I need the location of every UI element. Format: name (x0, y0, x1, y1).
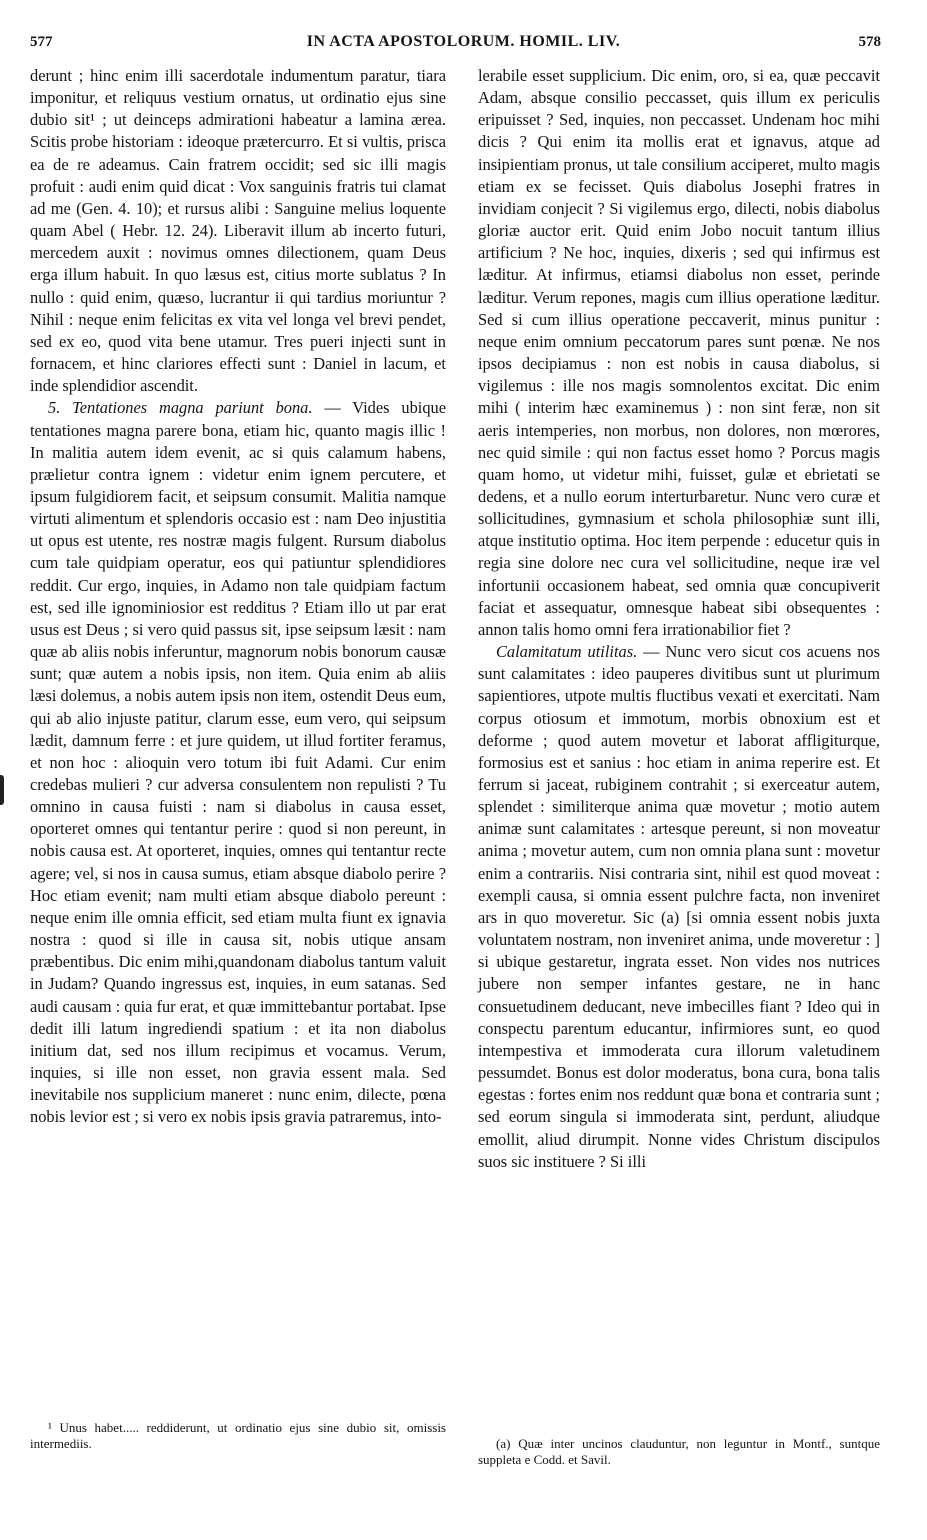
right-column (478, 65, 880, 1173)
running-title: IN ACTA APOSTOLORUM. HOMIL. LIV. (306, 33, 621, 50)
footnote-right: (a) Quæ inter uncinos clauduntur, non leguntur in Montf., suntque suppleta e Codd. et Savil. (478, 1436, 880, 1467)
page-number-right: 578 (858, 34, 881, 50)
paragraph-text: lerabile esset supplicium. Dic enim, oro, si ea, quæ peccavit Adam, absque consilio peccasset, quis illum ex periculis eripuisset ? Sed, inquies, non peccasset. Undenam hoc mihi dicis ? Qui enim ita mollis erat et ignavus, atque ad insipientiam pronus, ut tale consilium acciperet, multo magis etiam ex se fecisset. Quis diabolus Josephi fratres in invidiam conjecit ? Si vigilemus ergo, dilecti, nobis diabolus gloriæ auctor erit. Quid enim Jobo nocuit tantum illius artificium ? Ne hoc, inquies, dixeris ; sed qui infirmus est læditur. At infirmus, etiamsi diabolus non esset, perinde læditur. Verum repones, magis cum illius operatione læditur. Sed si cum illius operatione peccaverit, minus punitur : neque enim omnium peccatorum pares sunt pœnæ. Ne nos ipsos decipiamus : non est nobis in causa diabolus, si vigilemus : ille nos magis somnolentos excitat. Dic enim mihi ( interim hæc examinemus ) : non sint feræ, non sit aeris intemperies, non morbus, non dolores, non mœrores, nec quid simile : qui non factus esset homo ? Porcus magis quam homo, ut videtur mihi, fuisset, gulæ et ebrietati se dedens, et a nullo eorum interturbaretur. Nunc vero curæ et sollicitudines, gymnasium et schola philosophiæ sunt illi, atque institutio optima. Hoc item perpende : educetur quis in regia sine dolore nec cura vel sollicitudine, neque iræ vel infortunii occasionem habeat, sed omnia quæ concupiverit faciat et assequatur, omnesque habeat sibi obsequentes : annon talis homo omni fera irrationabilior fiet ? (478, 66, 880, 639)
paragraph-text: derunt ; hinc enim illi sacerdotale indumentum paratur, tiara imponitur, et reliquus vestium ornatus, ut ordinatio ejus sine dubio sit¹ ; ut deinceps admirationi habeatur a lamina ærea. Scitis probe historiam : ideoque prætercurro. Et si vultis, prisca ea de re adeamus. Cain fratrem occidit; sed sic illi magis profuit : audi enim quid dicat : Vox sanguinis fratris tui clamat ad me (Gen. 4. 10); et rursus alibi : Sanguine melius loquente quam Abel ( Hebr. 12. 24). Liberavit illum ab incerto futuri, mercedem auxit : novimus omnes dilectionem, quam Deus erga illum habuit. In quo læsus est, citius morte sublatus ? In nullo : quid enim, quæso, lucrantur ii qui tardius moriuntur ? Nihil : neque enim felicitas ex vita vel longa vel brevi pendet, sed ex eo, quod vita bene utamur. Tres pueri injecti sunt in fornacem, et hinc clariores effecti sunt : Daniel in lacum, et inde splendidior ascendit. (30, 66, 446, 396)
paragraph (30, 65, 446, 397)
left-column (30, 65, 446, 1129)
paragraph (478, 65, 880, 641)
paragraph (30, 397, 446, 1128)
section-heading: 5. Tentationes magna pariunt bona. (48, 398, 313, 418)
paragraph (478, 641, 880, 1173)
section-heading: Calamitatum utilitas. (496, 642, 638, 662)
page-number-left: 577 (30, 34, 53, 50)
paragraph-text: — Nunc vero sicut cos acuens nos sunt calamitates : ideo pauperes divitibus sunt ut plurimum sapientiores, utpote multis fluctibus vexati et exercitati. Nam corpus otiosum et immotum, morbis obnoxium est et deforme ; quod autem movetur et laborat affligiturque, formosius est et sanius : hoc etiam in anima reperire est. Et ferrum si jaceat, rubiginem contrahit ; si exerceatur autem, splendet : similiterque anima quæ movetur ; motio autem animæ sunt calamitates : artesque pereunt, si non moveatur anima ; movetur autem, cum non omnia plana sunt : movetur enim a contrariis. Nisi contraria sint, nihil est quod moveat : exempli causa, si omnia essent pulchre facta, non inveniret ars in quo moveretur. Sic (a) [si omnia essent nobis juxta voluntatem nostram, non inveniret anima, unde moveretur : ] si ubique gestaretur, ingrata esset. Non vides nos nutrices jubere non semper infantes gestare, ne in hanc consuetudinem deducant, neve imbecilles fiant ? Ideo qui in conspectu parentum educantur, infirmiores sunt, eo quod intempestiva et immoderata cura illorum valetudinem pessumdet. Bonus est dolor moderatus, bona cura, bona talis egestas : fortes enim nos reddunt quæ bona et contraria sunt ; sed eorum singula si immoderata sint, perdunt, aliudque emollit, aliud dirumpit. Nonne vides Christum discipulos suos sic instituere ? Si illi (478, 642, 880, 1171)
binding-mark (0, 775, 4, 805)
footnote-left: ¹ Unus habet..... reddiderunt, ut ordinatio ejus sine dubio sit, omissis intermediis. (30, 1420, 446, 1451)
paragraph-text: — Vides ubique tentationes magna parere bona, etiam hic, quanto magis illic ! In malitia autem idem evenit, ac si quis calamum habens, prælietur contra ignem : videtur enim ignem percutere, et ipsum fulgidiorem facit, et seipsum consumit. Malitia namque virtuti alimentum et splendoris occasio est : nam Deo injustitia ut opus est utente, res nostræ magis fulgent. Rursum diabolus cum tale quidpiam operatur, eos qui patiuntur splendidiores reddit. Cur ergo, inquies, in Adamo non tale quidpiam factum est, sed ille ignominiosior est redditus ? Etiam illo ut par erat usus est Deus ; si vero quid passus sit, ipse seipsum læsit : nam quæ ab aliis nobis inferuntur, magnorum nobis bonorum causæ sunt; quæ autem a nobis ipsis, non item. Quia enim ab aliis læsi dolemus, a nobis autem ipsis non item, ostendit Deus eum, qui ab alio injuste patitur, clarum esse, eum vero, qui seipsum lædit, damnum ferre : et jure quidem, ut illud fortiter feramus, et non hoc : alioquin vero totum ibi fuit Adami. Cur enim credebas mulieri ? cur adversa consulentem non repulisti ? Tu omnino in causa fuisti : nam si diabolus in causa esset, oporteret omnes qui tentantur perire : quod si non pereunt, in nobis causa est. At oporteret, inquies, omnes qui tentantur recte agere; vel, si nos in causa sumus, etiam absque diabolo perire ? Hoc etiam evenit; nam multi etiam absque diabolo pereunt : neque enim ille omnia efficit, sed etiam multa fiunt ex ignavia nostra : quod si ille in causa sit, nobis utique ansam præbentibus. Dic enim mihi,quandonam diabolus tantum valuit in Judam? Quando ingressus est, inquies, in eum satanas. Sed audi causam : quia fur erat, et quæ immittebantur portabat. Ipse dedit illi latum ingrediendi spatium : et ita non diabolus initium dat, sed nos illum recipimus et vocamus. Verum, inquies, si ille non esset, non gravia essent mala. Sed inevitabile nos supplicium maneret : nunc enim, dilecte, pœna nobis levior est ; si vero ex nobis ipsis gravia patraremus, into- (30, 398, 447, 1127)
